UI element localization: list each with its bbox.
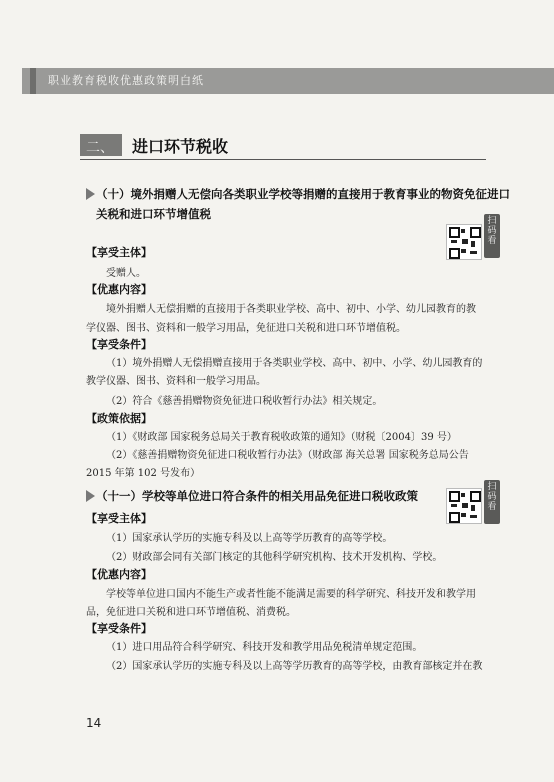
beneficiary-text: 受赠人。 <box>106 268 146 279</box>
condition-text: 教学仪器、图书、资料和一般学习用品。 <box>86 376 266 387</box>
arrow-icon <box>86 188 95 200</box>
condition-text: （2）符合《慈善捐赠物资免征进口税收暂行办法》相关规定。 <box>106 396 383 407</box>
content-text: 境外捐赠人无偿捐赠的直接用于各类职业学校、高中、初中、小学、幼儿园教育的教 <box>106 304 476 315</box>
content-text: 学校等单位进口国内不能生产或者性能不能满足需要的科学研究、科技开发和教学用 <box>106 589 476 600</box>
condition-text: （1）进口用品符合科学研究、科技开发和教学用品免税清单规定范围。 <box>106 642 423 653</box>
content-label: 【优惠内容】 <box>86 568 152 581</box>
qr-code-icon <box>446 488 482 524</box>
qr-code-icon <box>446 224 482 260</box>
conditions-label: 【享受条件】 <box>86 622 152 635</box>
section-rule <box>80 159 486 160</box>
content-text: 品，免征进口关税和进口环节增值税、消费税。 <box>86 607 296 618</box>
content-text: 学仪器、图书、资料和一般学习用品，免征进口关税和进口环节增值税。 <box>86 323 406 334</box>
basis-text: （2）《慈善捐赠物资免征进口税收暂行办法》（财政部 海关总署 国家税务总局公告 <box>106 450 469 461</box>
basis-label: 【政策依据】 <box>86 412 152 425</box>
condition-text: （2）国家承认学历的实施专科及以上高等学历教育的高等学校，由教育部核定并在教 <box>106 661 483 672</box>
item-heading-cont: 关税和进口环节增值税 <box>96 207 211 221</box>
page-number: 14 <box>86 716 102 730</box>
basis-text: （1）《财政部 国家税务总局关于教育税收政策的通知》（财税〔2004〕39 号） <box>106 432 457 443</box>
item-heading: （十一）学校等单位进口符合条件的相关用品免征进口税收政策 <box>96 489 418 503</box>
beneficiary-text: （1）国家承认学历的实施专科及以上高等学历教育的高等学校。 <box>106 533 393 544</box>
running-header-tab <box>30 68 36 94</box>
condition-text: （1）境外捐赠人无偿捐赠直接用于各类职业学校、高中、初中、小学、幼儿园教育的 <box>106 358 483 369</box>
beneficiary-text: （2）财政部会同有关部门核定的其他科学研究机构、技术开发机构、学校。 <box>106 552 443 563</box>
scan-badge: 扫码看 <box>484 214 500 258</box>
beneficiary-label: 【享受主体】 <box>86 246 152 259</box>
conditions-label: 【享受条件】 <box>86 338 152 351</box>
arrow-icon <box>86 490 95 502</box>
running-header-title: 职业教育税收优惠政策明白纸 <box>48 74 204 87</box>
item-heading: （十）境外捐赠人无偿向各类职业学校等捐赠的直接用于教育事业的物资免征进口 <box>96 187 510 201</box>
content-label: 【优惠内容】 <box>86 283 152 296</box>
beneficiary-label: 【享受主体】 <box>86 512 152 525</box>
basis-text: 2015 年第 102 号发布） <box>86 468 201 479</box>
scan-badge: 扫码看 <box>484 480 500 524</box>
section-title: 进口环节税收 <box>132 137 229 156</box>
section-number: 二、 <box>86 140 114 156</box>
